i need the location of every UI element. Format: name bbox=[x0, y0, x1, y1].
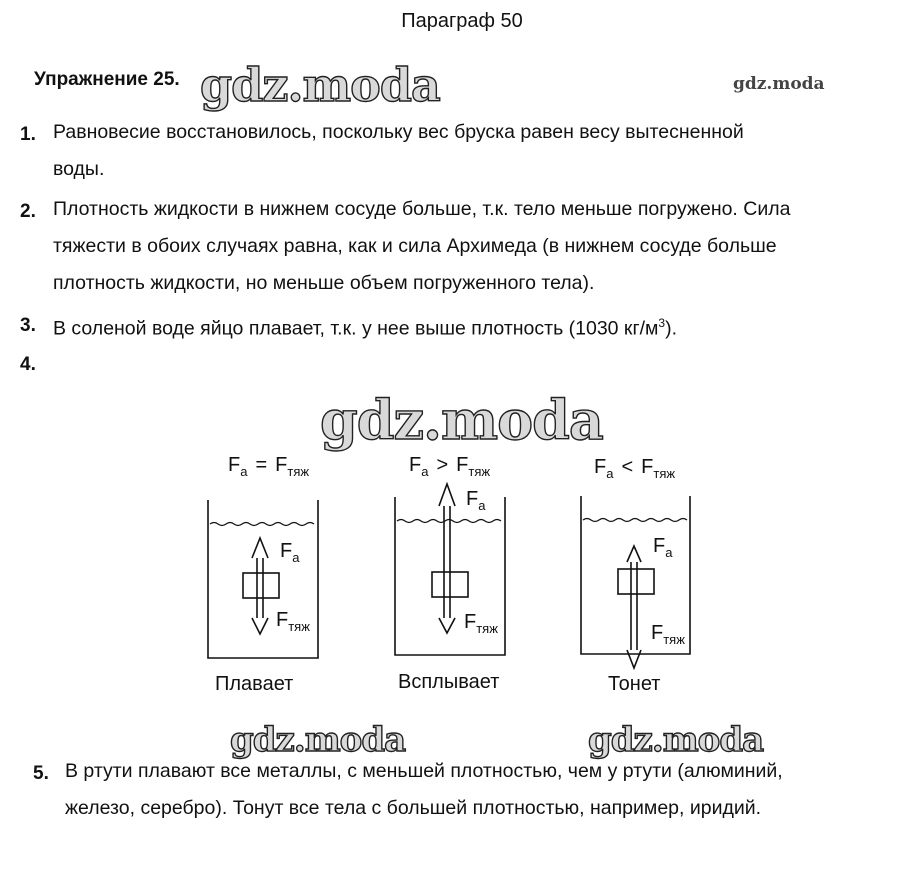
item-3-number: 3. bbox=[20, 315, 36, 336]
item-5-number: 5. bbox=[33, 763, 49, 784]
text-line: ). bbox=[665, 317, 678, 340]
exercise-title: Упражнение 25. bbox=[34, 69, 180, 90]
force-g-label: $F_{тяж}$ bbox=[651, 622, 685, 647]
item-4-number: 4. bbox=[20, 354, 36, 375]
watermark-center: gdz.moda bbox=[320, 388, 603, 452]
force-g-label: $F_{тяж}$ bbox=[276, 609, 310, 634]
force-a-label: $F_a$ bbox=[653, 535, 673, 560]
item-2-number: 2. bbox=[20, 201, 36, 222]
text-line: В соленой воде яйцо плавает, т.к. у нее выше плотность (1030 кг/м bbox=[53, 317, 659, 340]
caption-sinks: Тонет bbox=[608, 673, 661, 695]
text-line: плотность жидкости, но меньше объем погруженного тела). bbox=[53, 272, 595, 294]
caption-floats: Плавает bbox=[215, 673, 294, 695]
watermark-bottom-right: gdz.moda bbox=[588, 720, 764, 760]
force-g-label: $F_{тяж}$ bbox=[464, 611, 498, 636]
text-line: В ртути плавают все металлы, с меньшей плотностью, чем у ртути (алюминий, bbox=[65, 760, 783, 782]
text-line: воды. bbox=[53, 158, 105, 180]
item-5-text bbox=[65, 753, 783, 827]
superscript: 3 bbox=[658, 316, 666, 330]
caption-rises: Всплывает bbox=[398, 671, 500, 693]
relation-rises: $F_a > F_{тяж}$ bbox=[409, 454, 491, 479]
watermark: gdz.moda bbox=[200, 58, 440, 112]
text-line: железо, серебро). Тонут все тела с большей плотностью, например, иридий. bbox=[65, 797, 762, 819]
force-a-label: $F_a$ bbox=[466, 488, 486, 513]
text-line: Равновесие восстановилось, поскольку вес бруска равен весу вытесненной bbox=[53, 121, 744, 143]
vessel-floats bbox=[208, 500, 318, 658]
watermark-bottom-left: gdz.moda bbox=[230, 720, 406, 760]
text-line: Плотность жидкости в нижнем сосуде больше, т.к. тело меньше погружено. Сила bbox=[53, 198, 791, 220]
text-line: тяжести в обоих случаях равна, как и сила Архимеда (в нижнем сосуде больше bbox=[53, 235, 777, 257]
page-title: Параграф 50 bbox=[401, 10, 523, 32]
relation-sinks: $F_a < F_{тяж}$ bbox=[594, 456, 676, 481]
watermark-small: gdz.moda bbox=[733, 74, 825, 94]
force-a-label: $F_a$ bbox=[280, 540, 300, 565]
item-1-number: 1. bbox=[20, 124, 36, 145]
relation-floats: $F_a = F_{тяж}$ bbox=[228, 454, 310, 479]
